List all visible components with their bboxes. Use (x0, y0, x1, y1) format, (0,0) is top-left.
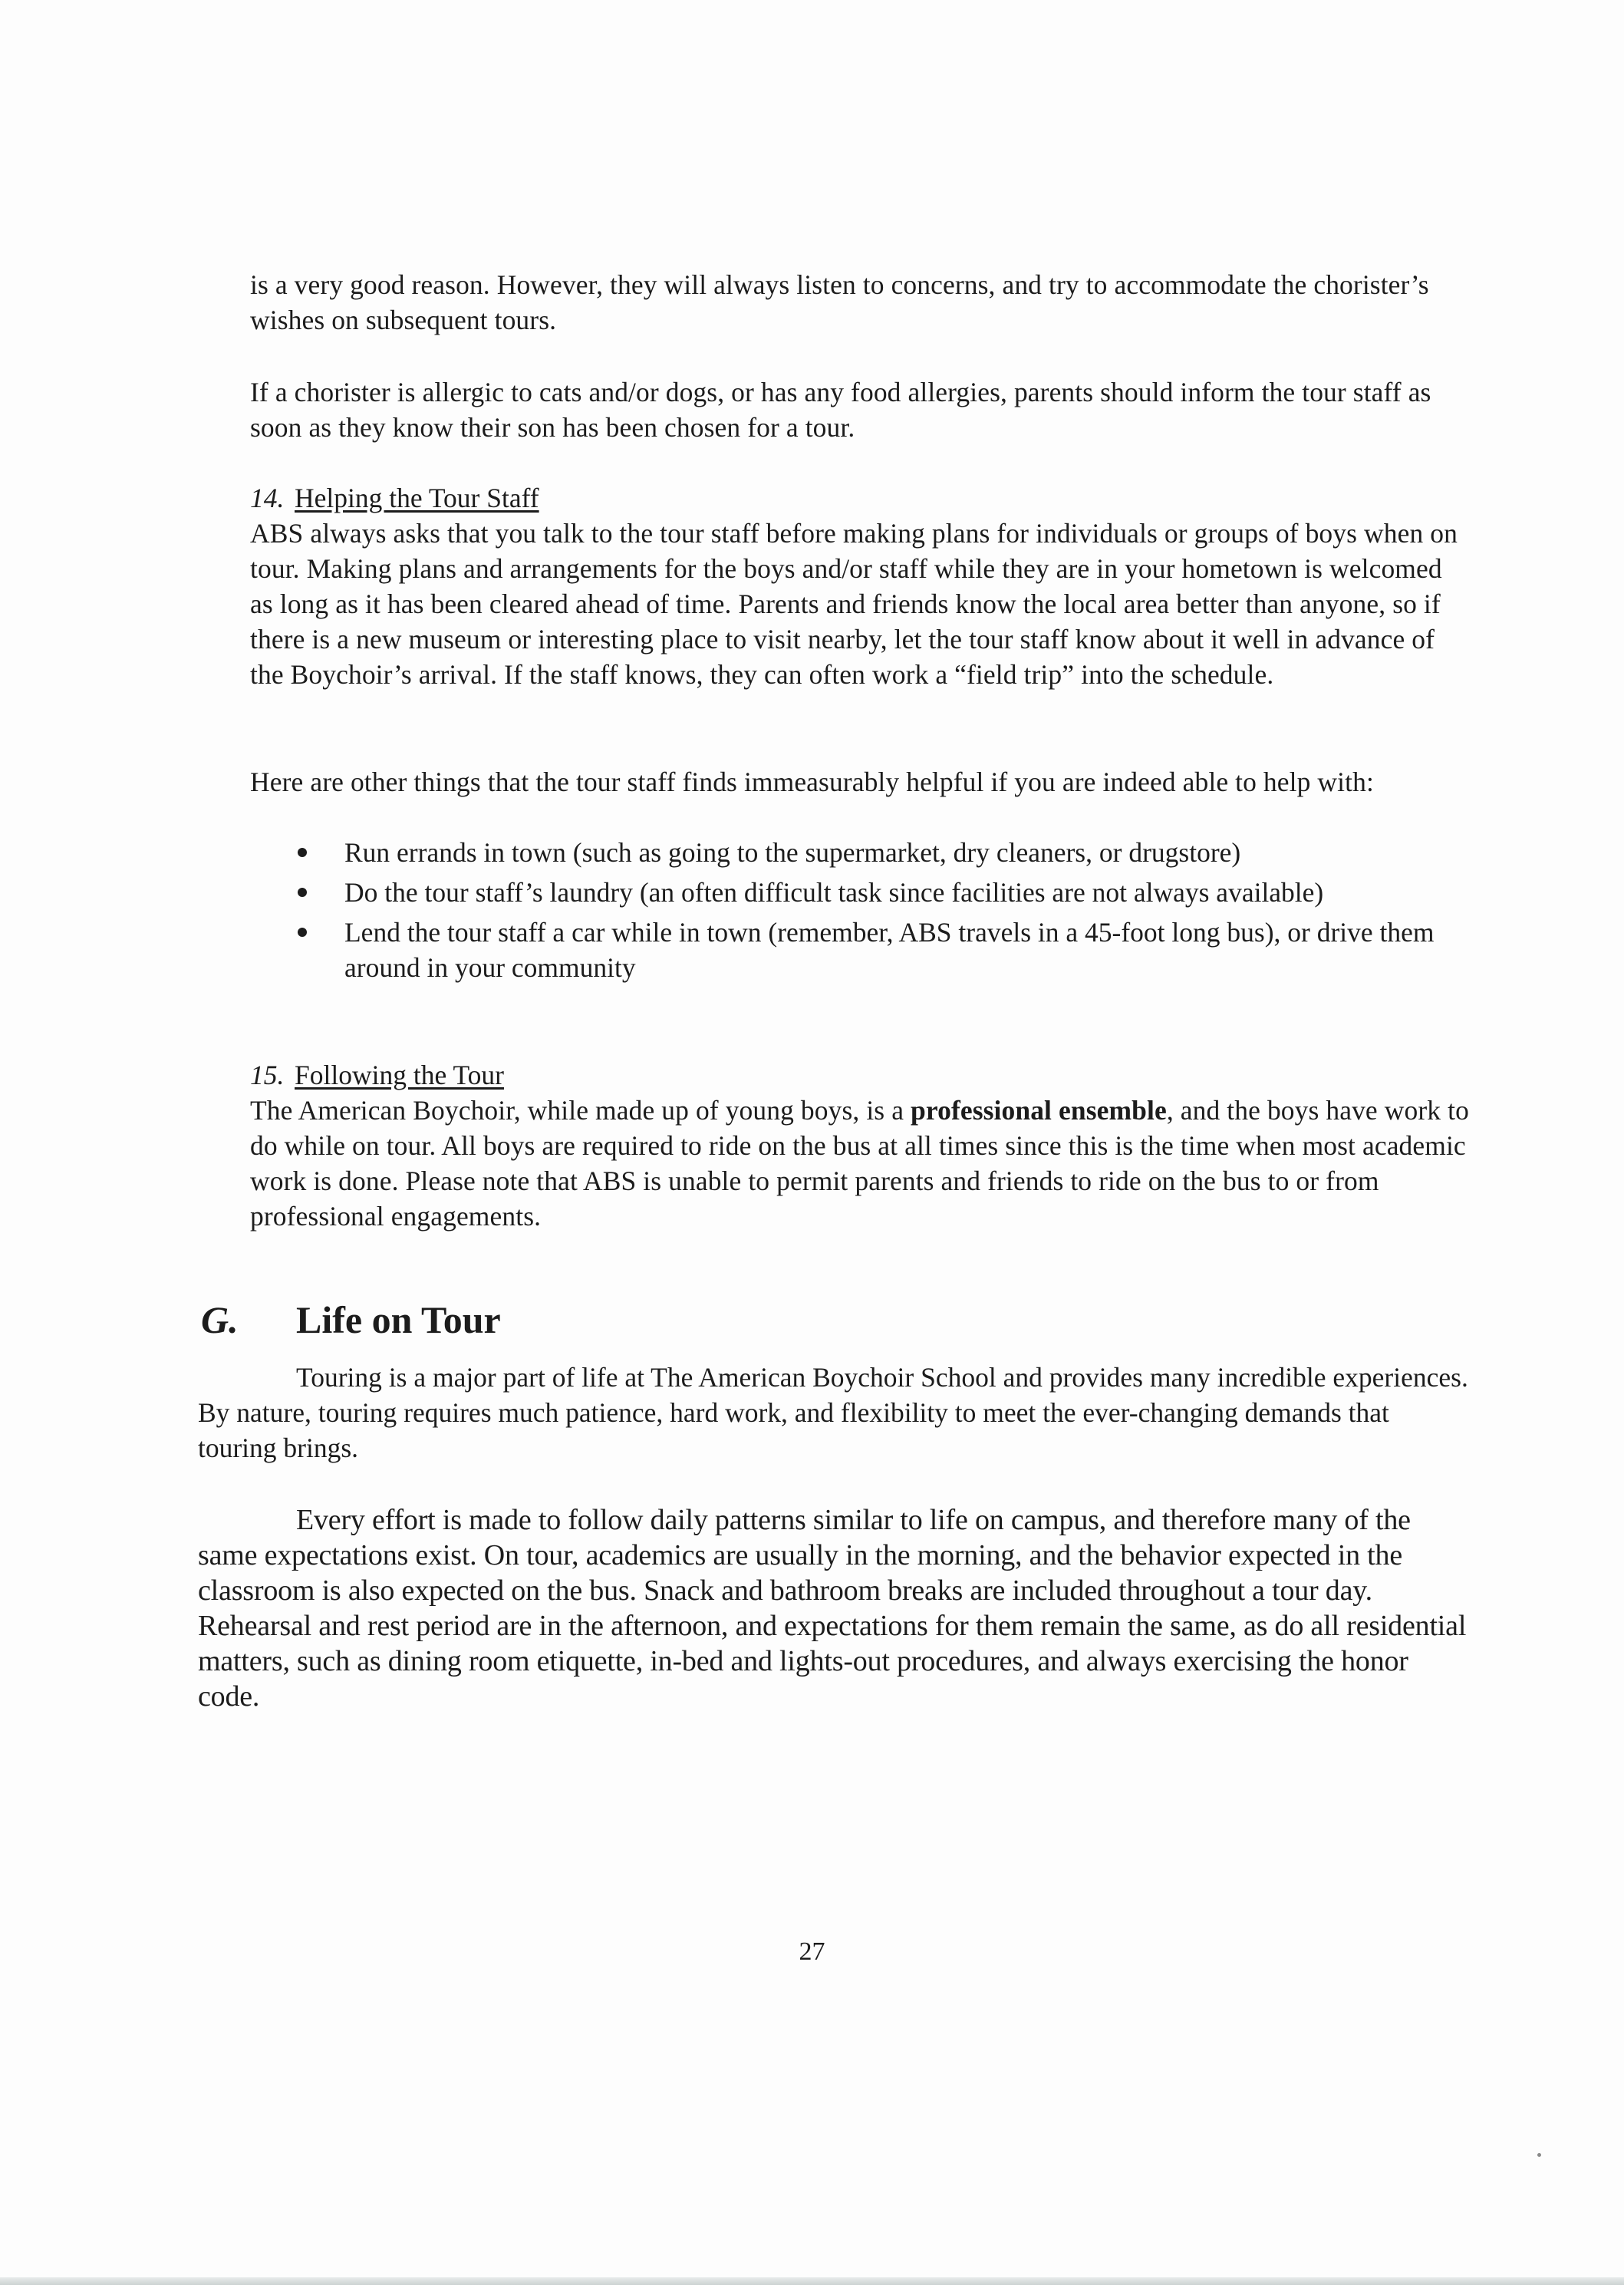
section-g-title: Life on Tour (296, 1298, 501, 1341)
bullet-dot-icon (298, 928, 307, 937)
section-g-paragraph-1: Touring is a major part of life at The American Boychoir School and provides many incredible experiences. By nature, touring requires much patience, hard work, and flexibility to meet the ever-changing demands that touring brings. (198, 1362, 1468, 1463)
section-g-paragraph-2: Every effort is made to follow daily patterns similar to life on campus, and therefore many of the same expectations exist. On tour, academics are usually in the morning, and the behavior expected in the classroom is also expected on the bus. Snack and bathroom breaks are included throughout a tour day. Rehearsal and rest period are in the afternoon, and expectations for them remain the same, as do all residential matters, such as dining room etiquette, in-bed and lights-out procedures, and always exercising the honor code. (198, 1504, 1467, 1713)
scan-speck (1537, 2153, 1541, 2157)
paragraph-allergies: If a chorister is allergic to cats and/or dogs, or has any food allergies, parents should inform the tour staff as soon as they know their son has been chosen for a tour. (250, 377, 1431, 443)
section-14-title: Helping the Tour Staff (295, 483, 539, 513)
section-14-number: 14. (250, 483, 285, 513)
section-15-body-end: , and the boys have work to do while on tour. All boys are required to ride on the bus at all times since this is the time when most academic work is done. Please note that ABS is unable to permit parents and friends to ride on the bus to or from professional engagements. (250, 1095, 1469, 1232)
section-14-body: ABS always asks that you talk to the tour staff before making plans for individuals or groups of boys when on tour. Making plans and arrangements for the boys and/or staff while they are in your hometown is welcomed as long as it has been cleared ahead of time. Parents and friends know the local area better than anyone, so if there is a new museum or interesting place to visit nearby, let the tour staff know about it well in advance of the Boychoir’s arrival. If the staff knows, they can often work a “field trip” into the schedule. (250, 518, 1458, 690)
list-item (250, 835, 1470, 870)
bullet-dot-icon (298, 888, 307, 897)
section-15-number: 15. (250, 1060, 285, 1090)
section-15-body-bold: professional ensemble (911, 1095, 1167, 1126)
list-item-text: Lend the tour staff a car while in town (remember, ABS travels in a 45-foot long bus), or drive them around in your community (344, 917, 1435, 983)
section-15-heading (250, 1057, 504, 1093)
section-15-body (250, 1093, 1470, 1234)
page-number: 27 (799, 1937, 825, 1966)
section-14-heading (250, 480, 539, 516)
list-item-text: Run errands in town (such as going to the supermarket, dry cleaners, or drugstore) (344, 837, 1241, 868)
helpful-things-list (250, 835, 1470, 990)
paragraph-reason: is a very good reason. However, they will always listen to concerns, and try to accommodate the chorister’s wishes on subsequent tours. (250, 269, 1429, 335)
section-15-body-start: The American Boychoir, while made up of young boys, is a (250, 1095, 911, 1126)
bullet-dot-icon (298, 848, 307, 857)
section-g-heading (201, 1297, 501, 1343)
scan-edge (0, 2277, 1624, 2285)
list-item-text: Do the tour staff’s laundry (an often difficult task since facilities are not always available) (344, 877, 1324, 908)
list-item (250, 915, 1470, 985)
list-item (250, 875, 1470, 910)
section-14-intro: Here are other things that the tour staff finds immeasurably helpful if you are indeed able to help with: (250, 767, 1374, 797)
section-15-title: Following the Tour (295, 1060, 504, 1090)
section-g-letter: G. (201, 1298, 239, 1341)
